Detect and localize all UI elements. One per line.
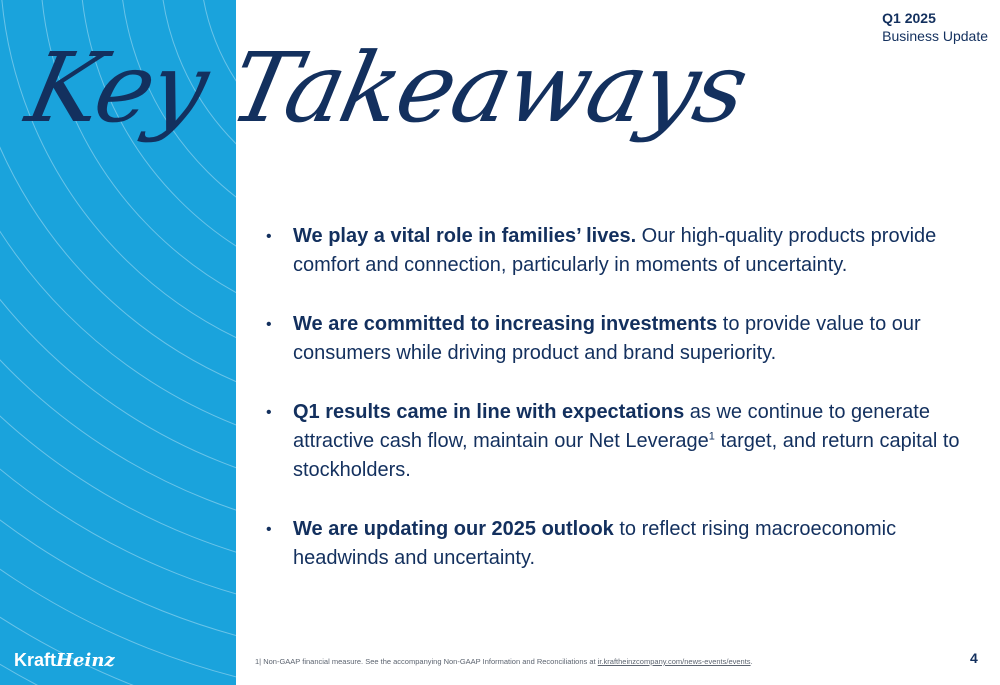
bullet-icon: • (266, 228, 272, 245)
list-item (266, 398, 966, 485)
list-item (266, 222, 966, 280)
bullet-text: as we continue to generate attractive cash flow, maintain our Net Leverage (293, 401, 930, 452)
bullet-bold-text: We are committed to increasing investments (293, 313, 718, 335)
page-number: 4 (970, 650, 978, 666)
header-block (882, 9, 988, 45)
bullet-text: to provide value to our consumers while driving product and brand superiority. (293, 313, 921, 364)
footnote (255, 657, 753, 666)
bullet-text: Our high-quality products provide comfort and connection, particularly in moments of uncertainty. (293, 225, 937, 276)
bullet-icon: • (266, 316, 272, 333)
list-item (266, 515, 966, 573)
page-title: Key Takeaways (18, 32, 756, 144)
bullet-icon: • (266, 404, 272, 421)
list-item (266, 310, 966, 368)
footnote-link[interactable]: ir.kraftheinzcompany.com/news-events/events (597, 657, 751, 666)
footnote-text: 1| Non-GAAP financial measure. See the accompanying Non-GAAP Information and Reconciliations at (255, 657, 598, 666)
report-subtitle: Business Update (882, 28, 988, 44)
bullet-bold-text: Q1 results came in line with expectations (293, 401, 685, 423)
report-period: Q1 2025 (882, 10, 936, 26)
bullet-bold-text: We are updating our 2025 outlook (293, 518, 614, 540)
bullet-text: to reflect rising macroeconomic headwinds and uncertainty. (293, 518, 897, 569)
logo-heinz-text: Heinz (56, 650, 115, 671)
bullet-bold-text: We play a vital role in families’ lives. (293, 225, 637, 247)
logo-kraft-text: Kraft (14, 650, 57, 670)
kraft-heinz-logo (14, 650, 115, 671)
footnote-suffix: . (750, 657, 753, 666)
bullet-text-continued: target, and return capital to stockholders. (293, 430, 960, 481)
footnote-marker: 1 (708, 430, 715, 443)
takeaways-list (266, 222, 966, 603)
bullet-icon: • (266, 521, 272, 538)
